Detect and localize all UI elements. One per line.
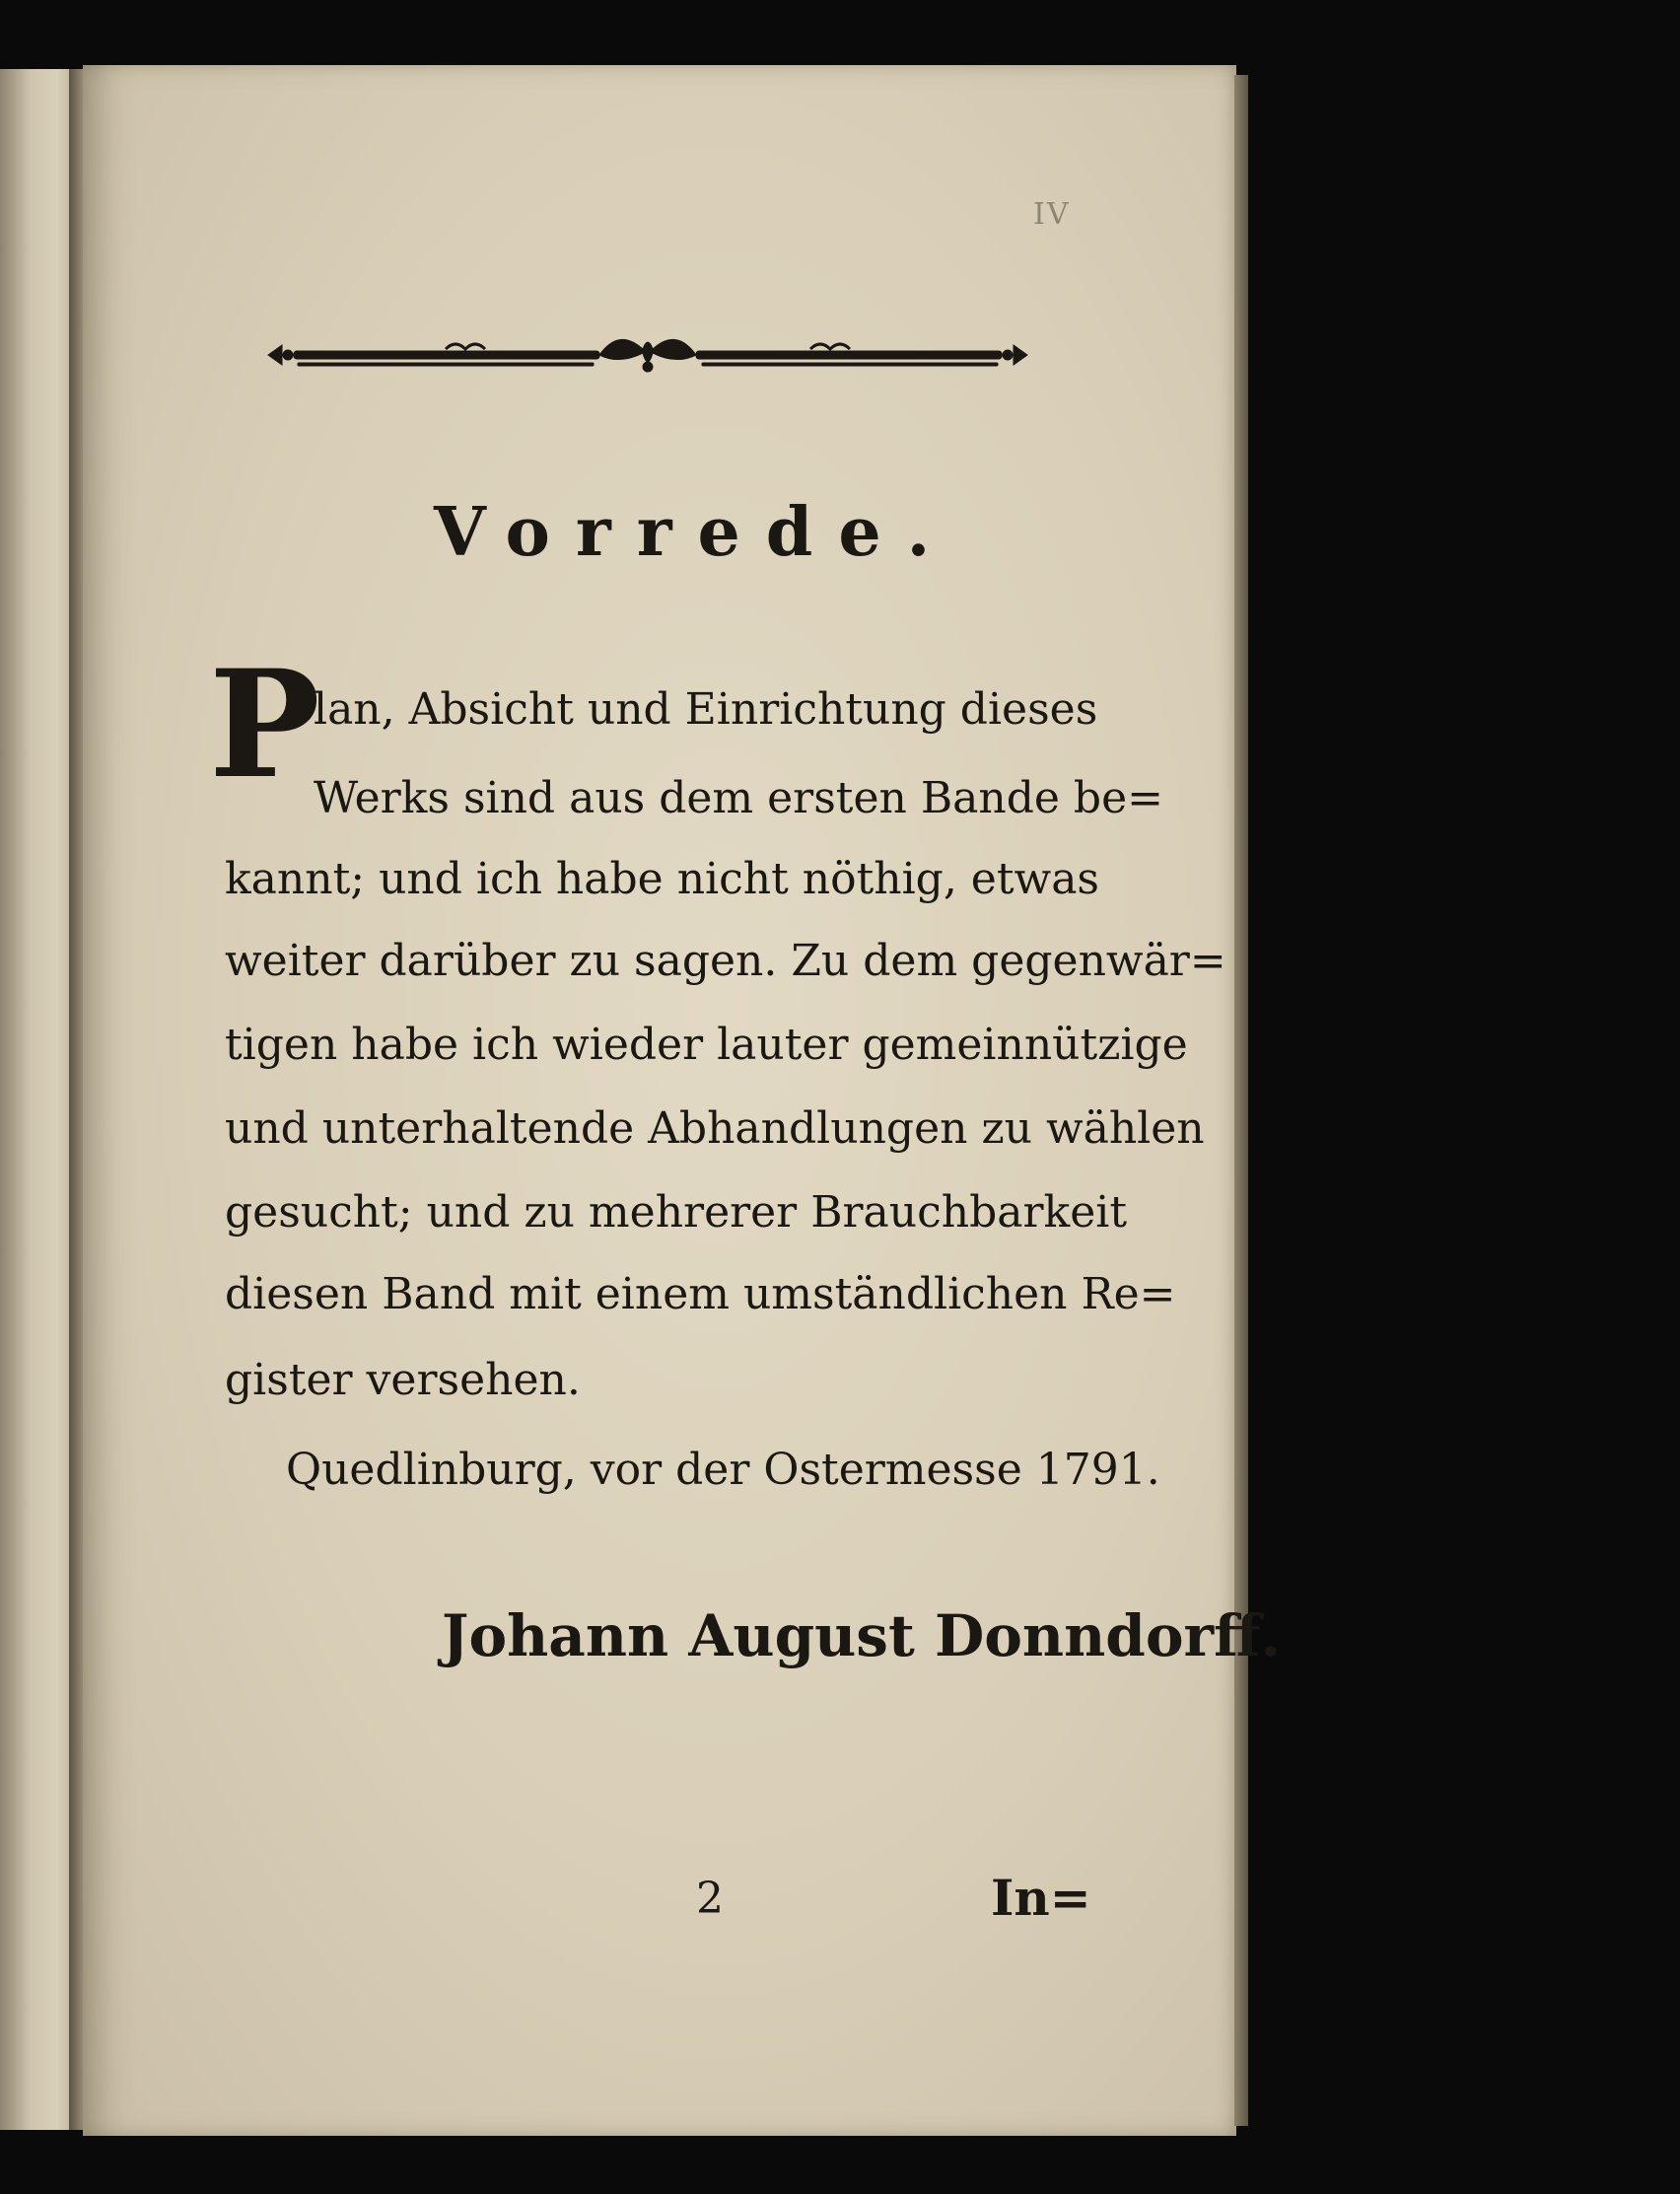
page-heading: Vorrede. xyxy=(434,493,956,572)
body-line: diesen Band mit einem umständlichen Re= xyxy=(225,1269,1176,1319)
body-line: gister versehen. xyxy=(225,1355,581,1405)
dateline: Quedlinburg, vor der Ostermesse 1791. xyxy=(286,1445,1160,1495)
author-signature: Johann August Donndorff. xyxy=(442,1602,1281,1669)
facing-page-edge xyxy=(0,69,80,2130)
body-line: Werks sind aus dem ersten Bande be= xyxy=(314,773,1163,823)
body-line: gesucht; und zu mehrerer Brauchbarkeit xyxy=(225,1187,1127,1238)
body-line: und unterhaltende Abhandlungen zu wählen xyxy=(225,1103,1205,1154)
body-line: lan, Absicht und Einrichtung dieses xyxy=(314,684,1098,735)
body-line: kannt; und ich habe nicht nöthig, etwas xyxy=(225,854,1100,904)
page-edge-shadow xyxy=(1234,75,1248,2126)
drop-cap: P xyxy=(209,638,320,812)
catchword: In= xyxy=(991,1869,1091,1927)
page-number: IV xyxy=(1033,197,1071,232)
body-line: tigen habe ich wieder lauter gemeinnützige xyxy=(225,1020,1188,1070)
ornament-rule-icon xyxy=(258,325,1037,385)
signature-mark: 2 xyxy=(696,1874,724,1924)
body-line: weiter darüber zu sagen. Zu dem gegenwär= xyxy=(225,936,1226,986)
